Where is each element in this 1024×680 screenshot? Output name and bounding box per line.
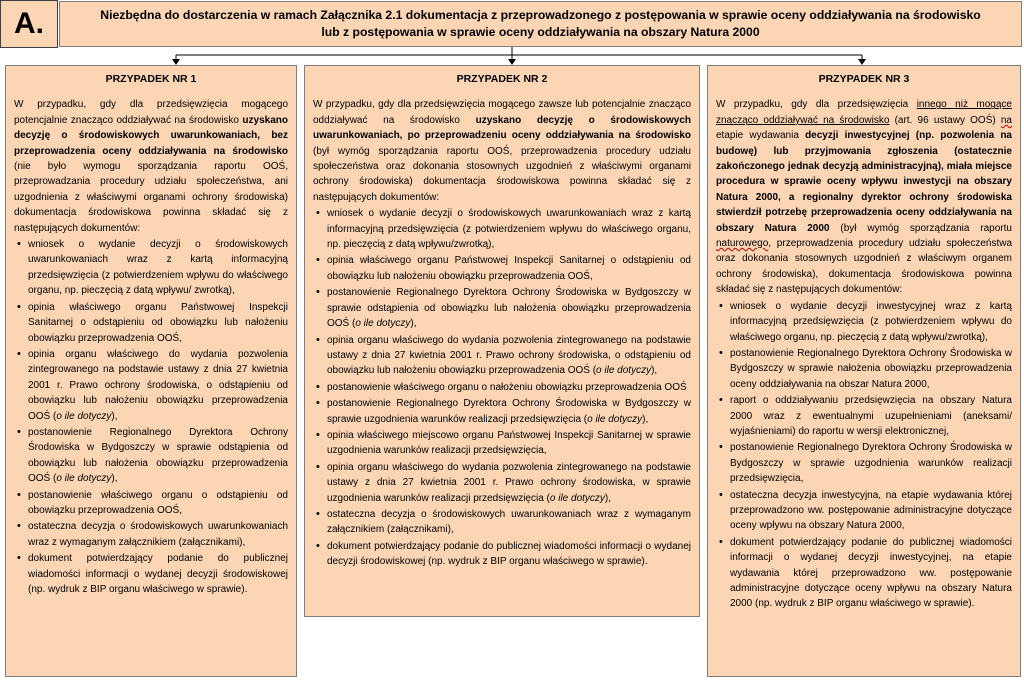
list-item-text-run: postanowienie Regionalnego Dyrektora Ochrony Środowiska w Bydgoszczy w sprawie nałożenia obowiązku przeprowadzenia oceny oddziaływania na obszar Natura 2000,: [730, 347, 1012, 390]
list-item-text-run: o ile dotyczy: [56, 410, 112, 422]
list-item: [313, 507, 691, 538]
list-item-text-run: dokument potwierdzający podanie do publicznej wiadomości informacji o wydanej decyzji środowiskowej (np. wydruk z BIP organu właściwego w sprawie).: [327, 540, 691, 568]
case-1-title: PRZYPADEK NR 1: [105, 73, 197, 85]
list-item: [313, 285, 691, 331]
case-1-list: [14, 237, 288, 597]
list-item-text-run: ),: [111, 473, 118, 485]
intro-text-run: innego niż mogące znacząco oddziaływać na środowisko: [716, 99, 1012, 126]
list-item-text-run: wniosek o wydanie decyzji o środowiskowych uwarunkowaniach wraz z kartą informacyjną przedsięwzięcia (z potwierdzeniem wpływu do właściwego organu, np. pieczęcią z datą wpływu/zwrotką),: [327, 208, 691, 251]
intro-text-run: W przypadku, gdy dla przedsięwzięcia mogącego potencjalnie znacząco oddziaływać na środowisko: [14, 99, 288, 126]
list-item: [313, 396, 691, 427]
list-item-text-run: ),: [410, 318, 417, 330]
list-item-text-run: opinia właściwego organu Państwowej Inspekcji Sanitarnej o odstąpieniu od obowiązku lub nałożeniu obowiązku przeprowadzenia OOŚ,: [28, 301, 288, 344]
list-item-text-run: ),: [111, 410, 118, 422]
list-item-text-run: ostateczna decyzja inwestycyjna, na etapie wydawania której przeprowadzono ww. postępowanie administracyjne dotyczące oceny wpływu na obszary Natura 2000,: [730, 489, 1012, 532]
case-1-box: [5, 65, 297, 677]
list-item: [716, 346, 1012, 392]
list-item-text-run: opinia właściwego organu Państwowej Inspekcji Sanitarnej o odstąpieniu od obowiązku lub nałożeniu obowiązku przeprowadzenia OOŚ,: [327, 255, 691, 282]
list-item-text-run: postanowienie właściwego organu o odstąpieniu od obowiązku przeprowadzenia OOŚ,: [28, 489, 288, 516]
case-2-title: PRZYPADEK NR 2: [456, 73, 548, 85]
list-item-text-run: o ile dotyczy: [549, 492, 605, 504]
list-item: [313, 253, 691, 284]
case-3-intro: [716, 97, 1012, 297]
list-item: [313, 206, 691, 252]
intro-text-run: (nie było wymogu sporządzania raportu OOŚ, przeprowadzania procedury udziału społeczeństwa, ani uzgodnienia z właściwymi organami ochrony środowiska) dokumentacja środowiskowa powinna składać się z następujących dokumentów:: [14, 161, 288, 234]
list-item: [14, 488, 288, 519]
list-item: [14, 237, 288, 299]
list-item-text-run: o ile dotyczy: [355, 318, 411, 330]
list-item-text-run: ostateczna decyzja o środowiskowych uwarunkowaniach wraz z wymaganym załącznikiem (załącznikami),: [28, 521, 288, 548]
list-item: [716, 440, 1012, 486]
intro-text-run: uzyskano decyzję o środowiskowych uwarunkowaniach, po przeprowadzeniu oceny oddziaływania na środowisko: [313, 114, 691, 142]
list-item-text-run: ostateczna decyzja o środowiskowych uwarunkowaniach wraz z wymaganym załącznikiem (załącznikami),: [327, 508, 691, 536]
header-line-1: Niezbędna do dostarczenia w ramach Załącznika 2.1 dokumentacja z przeprowadzonego z postępowania w sprawie oceny oddziaływania na środowisko: [100, 8, 981, 22]
list-item-text-run: wniosek o wydanie decyzji o środowiskowych uwarunkowaniach wraz z kartą informacyjną przedsięwzięcia (z potwierdzeniem wpływu do właściwego organu, np. pieczęcią z datą wpływu/ zwrotką),: [28, 239, 288, 297]
list-item: [14, 551, 288, 597]
intro-text-run: , przeprowadzenia procedury udziału społeczeństwa oraz dokonania stosownych uzgodnień z właściwym organem ochrony środowiska), dokumentacja środowiskowa powinna składać się z następujących dokumentów:: [716, 238, 1012, 296]
list-item: [14, 300, 288, 346]
list-item-text-run: raport o oddziaływaniu przedsięwzięcia na obszary Natura 2000 wraz z ewentualnymi uzupełnieniami (aneksami/ wyjaśnieniami) do raportu w wersji elektronicznej,: [730, 395, 1012, 437]
list-item-text-run: ),: [651, 365, 658, 377]
section-badge: A.: [0, 0, 58, 48]
list-item: [313, 380, 691, 395]
list-item-text-run: postanowienie właściwego organu o nałożeniu obowiązku przeprowadzenia OOŚ: [327, 381, 687, 393]
intro-text-run: decyzji inwestycyjnej (np. pozwolenia na budowę) lub przyjmowania zgłoszenia (ostatecznie zakończonego jednak decyzją administracyjną), miała miejsce procedura w sprawie oceny wpływu inwestycji na obszary Natura 2000, a regionalny dyrektor ochrony środowiska stwierdził potrzebę przeprowadzenia oceny oddziaływania na obszary Natura 2000: [716, 130, 1012, 234]
intro-text-run: (art. 96 ustawy OOŚ): [889, 114, 1001, 126]
list-item: [14, 519, 288, 550]
list-item-text-run: o ile dotyczy: [587, 413, 643, 425]
list-item: [716, 393, 1012, 439]
intro-text-run: (był wymóg sporządzania raportu OOŚ, przeprowadzenia procedury udziału społeczeństwa oraz dokonania stosownych uzgodnień z właściwymi organami ochrony środowiska) dokumentacja środowiskowa powinna składać się z następujących dokumentów:: [313, 145, 691, 203]
list-item-text-run: opinia organu właściwego do wydania pozwolenia zintegrowanego na podstawie ustawy z dnia 27 kwietnia 2001 r. Prawo ochrony środowiska, o odstąpieniu od obowiązku lub nałożeniu obowiązku przeprowadzenia OOŚ (: [28, 348, 288, 422]
intro-text-run: na: [1000, 114, 1012, 126]
list-item-text-run: wniosek o wydanie decyzji inwestycyjnej wraz z kartą informacyjną przedsięwzięcia (z potwierdzeniem wpływu do właściwego organu, np. pieczęcią z datą wpływu/zwrotką),: [730, 300, 1012, 343]
header-line-2: lub z postępowania w sprawie oceny oddziaływania na obszary Natura 2000: [321, 25, 760, 39]
connector-arrows: [0, 0, 1024, 70]
list-item: [716, 535, 1012, 612]
list-item: [313, 428, 691, 459]
case-2-box: [304, 65, 700, 617]
case-1-intro: [14, 97, 288, 236]
list-item-text-run: postanowienie Regionalnego Dyrektora Ochrony Środowiska w Bydgoszczy w sprawie odstąpienia od obowiązku lub nałożenia obowiązku przeprowadzenia OOŚ (: [327, 287, 691, 330]
list-item-text-run: opinia organu właściwego do wydania pozwolenia zintegrowanego na podstawie ustawy z dnia 27 kwietnia 2001 r. Prawo ochrony środowiska, w sprawie uzgodnienia warunków realizacji przedsięwzięcia (: [327, 461, 691, 504]
case-2-list: [313, 206, 691, 569]
case-3-box: [707, 65, 1021, 677]
intro-text-run: uzyskano decyzję o środowiskowych uwarunkowaniach, bez przeprowadzenia oceny oddziaływania na środowisko: [14, 114, 288, 157]
list-item: [313, 539, 691, 570]
intro-text-run: W przypadku, gdy dla przedsięwzięcia: [716, 99, 917, 111]
list-item-text-run: postanowienie Regionalnego Dyrektora Ochrony Środowiska w Bydgoszczy w sprawie uzgodnienia warunków realizacji przedsięwzięcia (: [327, 398, 691, 425]
list-item: [716, 299, 1012, 345]
case-3-title: PRZYPADEK NR 3: [818, 73, 910, 85]
case-3-list: [716, 299, 1012, 612]
list-item: [14, 347, 288, 424]
list-item-text-run: postanowienie Regionalnego Dyrektora Ochrony Środowiska w Bydgoszczy w sprawie odstąpienia od obowiązku lub nałożenia obowiązku przeprowadzenia OOŚ (: [28, 426, 288, 485]
list-item-text-run: dokument potwierdzający podanie do publicznej wiadomości informacji o wydanej decyzji inwestycyjnej, na etapie wydawania której przeprowadzono ww. postępowanie administracyjne dotyczące oceny wpływu na obszary Natura 2000 (np. wydruk z BIP organu właściwego w sprawie).: [730, 536, 1012, 610]
intro-text-run: naturowego: [716, 238, 769, 250]
list-item-text-run: dokument potwierdzający podanie do publicznej wiadomości informacji o wydanej decyzji środowiskowej (np. wydruk z BIP organu właściwego w sprawie).: [28, 553, 288, 595]
list-item-text-run: o ile dotyczy: [596, 365, 652, 377]
case-2-intro: [313, 97, 691, 205]
intro-text-run: etapie wydawania: [716, 130, 806, 142]
list-item: [313, 333, 691, 379]
list-item-text-run: ),: [642, 413, 649, 425]
list-item: [313, 460, 691, 506]
list-item-text-run: postanowienie Regionalnego Dyrektora Ochrony Środowiska w Bydgoszczy w sprawie uzgodnienia warunków realizacji przedsięwzięcia,: [730, 442, 1012, 485]
list-item-text-run: o ile dotyczy: [56, 473, 112, 485]
list-item: [14, 425, 288, 487]
list-item: [716, 488, 1012, 534]
intro-text-run: W przypadku, gdy dla przedsięwzięcia mogącego zawsze lub potencjalnie znacząco oddziaływać na środowisko: [313, 99, 691, 126]
list-item-text-run: ),: [604, 492, 612, 504]
list-item-text-run: opinia organu właściwego do wydania pozwolenia zintegrowanego na podstawie ustawy z dnia 27 kwietnia 2001 r. Prawo ochrony środowiska, o odstąpieniu od obowiązku lub nałożeniu obowiązku przeprowadzenia OOŚ (: [327, 334, 691, 377]
list-item-text-run: opinia właściwego miejscowo organu Państwowej Inspekcji Sanitarnej w sprawie uzgodnienia warunków realizacji przedsięwzięcia,: [327, 429, 691, 457]
intro-text-run: (był wymóg sporządzania raportu: [829, 222, 1012, 234]
